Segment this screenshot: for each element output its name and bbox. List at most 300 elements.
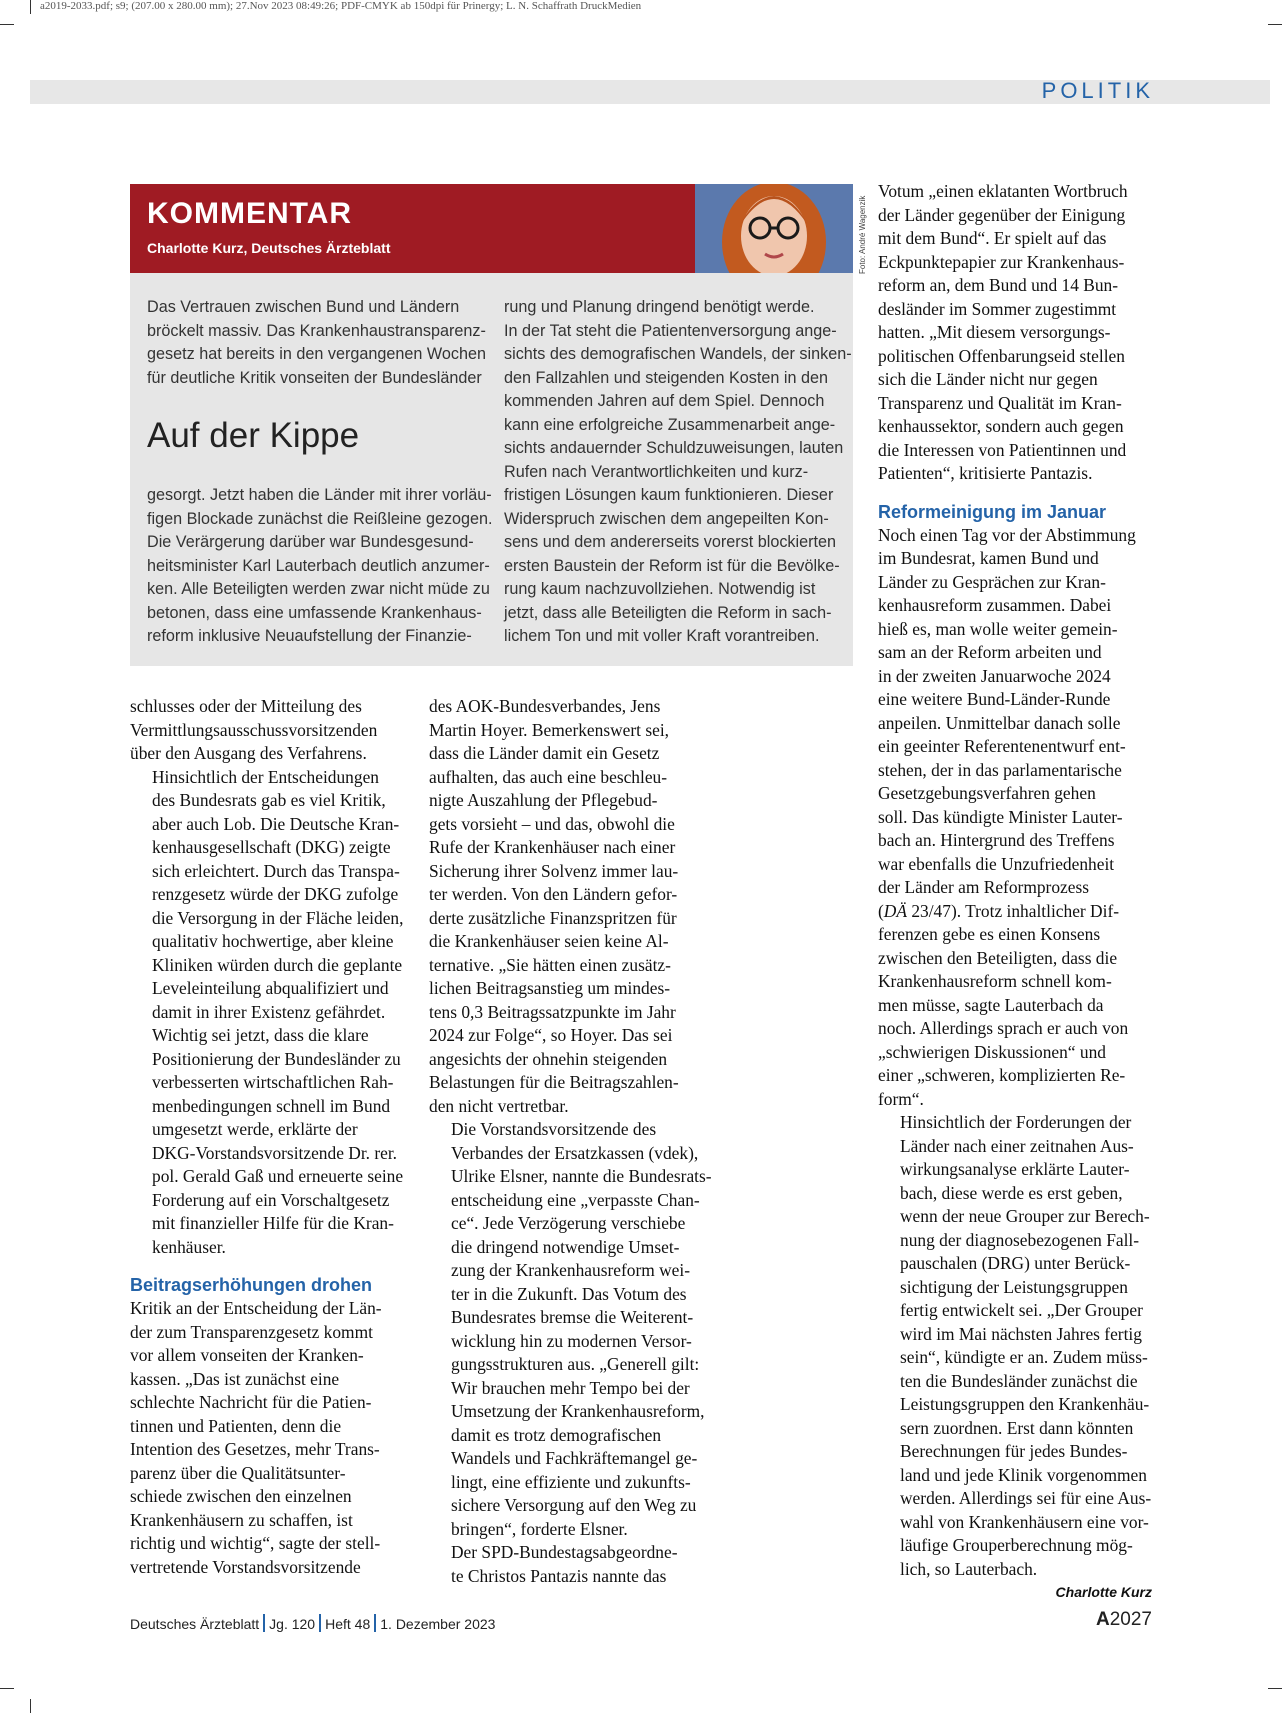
- text-line-content: nigte Auszahlung der Pflegebud-: [429, 790, 658, 810]
- text-line: [878, 1511, 1152, 1535]
- journal-name: Deutsches Ärzteblatt: [130, 1616, 260, 1632]
- text-line: [429, 742, 703, 766]
- text-line-content: richtig und wichtig“, sagte der stell-: [130, 1533, 381, 1553]
- text-line-content: kenhäuser.: [152, 1236, 226, 1257]
- text-line-content: menbedingungen schnell im Bund: [152, 1095, 391, 1116]
- text-line: [429, 1095, 703, 1119]
- comment-header: [130, 184, 695, 273]
- text-line: [878, 1346, 1152, 1370]
- text-line: [429, 1518, 703, 1542]
- text-line-content: Krankenhausreform schnell kom-: [878, 971, 1112, 991]
- text-line: [429, 1283, 703, 1307]
- text-line: [130, 719, 404, 743]
- text-line: [130, 1189, 404, 1213]
- comment-line: sichts andauernder Schuldzuweisungen, lauten: [504, 439, 844, 457]
- footer-separator: [263, 1614, 265, 1632]
- text-line-content: in der zweiten Januarwoche 2024: [878, 665, 1111, 686]
- text-line-content: Leistungsgruppen den Krankenhäu-: [900, 1394, 1150, 1414]
- author-signature: Charlotte Kurz: [1055, 1584, 1152, 1600]
- article-paragraph: [130, 695, 404, 766]
- text-line: [878, 1064, 1152, 1088]
- journal-date: 1. Dezember 2023: [380, 1616, 496, 1632]
- text-line: [429, 1024, 703, 1048]
- text-line-content: werden. Allerdings sei für eine Aus-: [900, 1488, 1152, 1508]
- text-line-content: Der SPD-Bundestagsabgeordne-: [451, 1542, 678, 1562]
- article-column-1: [130, 695, 404, 1579]
- comment-line: heitsminister Karl Lauterbach deutlich anzumer-: [147, 556, 490, 575]
- comment-line: ersten Baustein der Reform ist für die Bevölke-: [504, 556, 840, 575]
- text-line-content: eine weitere Bund-Länder-Runde: [878, 689, 1111, 709]
- text-line-content: Kritik an der Entscheidung der Län-: [130, 1298, 382, 1318]
- comment-line: sichts des demografischen Wandels, der sinken-: [504, 345, 852, 363]
- text-line-content: hatten. „Mit diesem versorgungs-: [878, 322, 1111, 342]
- text-line-content: über den Ausgang des Verfahrens.: [130, 743, 367, 763]
- text-line: [429, 1212, 703, 1236]
- text-line-content: bringen“, forderte Elsner.: [451, 1518, 628, 1539]
- text-line-content: gets vorsieht – und das, obwohl die: [429, 813, 675, 834]
- comment-line: ken. Alle Beteiligten werden zwar nicht müde zu: [147, 580, 490, 598]
- comment-line: gesorgt. Jetzt haben die Länder mit ihrer vorläu-: [147, 486, 492, 504]
- text-line-content: fertig entwickelt sei. „Der Grouper: [900, 1300, 1143, 1320]
- text-line: [429, 1001, 703, 1025]
- text-line: [878, 1464, 1152, 1488]
- text-line: [878, 1370, 1152, 1394]
- text-line: [878, 1158, 1152, 1182]
- comment-line: lichem Ton und mit voller Kraft vorantreiben.: [504, 627, 820, 645]
- comment-intro: [147, 296, 486, 390]
- comment-line: betonen, dass eine umfassende Krankenhaus-: [147, 603, 482, 622]
- text-line-content: Leveleinteilung abqualifiziert und: [152, 978, 389, 998]
- text-line-content: die Versorgung in der Fläche leiden,: [152, 907, 404, 928]
- text-line-content: verbesserten wirtschaftlichen Rah-: [152, 1072, 394, 1092]
- page-footer: [130, 1614, 495, 1632]
- text-line-content: die Krankenhäuser seien keine Al-: [429, 931, 669, 951]
- text-line: [878, 1534, 1152, 1558]
- text-line-content: sam an der Reform arbeiten und: [878, 642, 1102, 662]
- text-line: [429, 1189, 703, 1213]
- text-line: [878, 1111, 1152, 1135]
- text-line-content: lingt, eine effiziente und zukunfts-: [451, 1471, 691, 1492]
- text-line-content: Intention des Gesetzes, mehr Trans-: [130, 1439, 380, 1459]
- text-line: [429, 930, 703, 954]
- text-line-content: mit finanzieller Hilfe für die Kran-: [152, 1213, 394, 1233]
- text-line-content: läufige Grouperberechnung mög-: [900, 1535, 1133, 1555]
- text-line: [878, 204, 1152, 228]
- text-line-content: bach an. Hintergrund des Treffens: [878, 830, 1115, 850]
- text-line: [130, 789, 404, 813]
- comment-body-left: [147, 484, 493, 649]
- text-line: [878, 1041, 1152, 1065]
- text-line-content: sern zuordnen. Erst dann könnten: [900, 1417, 1134, 1438]
- text-line-content: kenhausreform zusammen. Dabei: [878, 595, 1112, 615]
- text-line: [878, 1229, 1152, 1253]
- text-line-content: Belastungen für die Beitragszahlen-: [429, 1072, 679, 1092]
- article-paragraph: [429, 1118, 712, 1541]
- text-line-content: Länder zu Gesprächen zur Kran-: [878, 571, 1106, 592]
- text-line: [878, 274, 1152, 298]
- text-line: [429, 1259, 703, 1283]
- text-line-content: sein“, kündigte er an. Zudem müss-: [900, 1347, 1148, 1367]
- comment-line: Das Vertrauen zwischen Bund und Ländern: [147, 298, 460, 316]
- article-column-3: [878, 180, 1152, 1605]
- text-line: [878, 806, 1152, 830]
- text-line: [878, 227, 1152, 251]
- article-paragraph: [429, 695, 703, 1118]
- text-line: [429, 907, 703, 931]
- text-line: [429, 1400, 703, 1424]
- crop-mark: [30, 0, 31, 14]
- text-line-content: aber auch Lob. Die Deutsche Kran-: [152, 813, 400, 834]
- text-line-content: Votum „einen eklatanten Wortbruch: [878, 181, 1128, 201]
- text-line-content: pol. Gerald Gaß und erneuerte seine: [152, 1166, 404, 1186]
- text-line: [130, 1321, 404, 1345]
- text-line-content: Verbandes der Ersatzkassen (vdek),: [451, 1142, 699, 1163]
- text-line-content: schlusses oder der Mitteilung des: [130, 696, 362, 716]
- text-line: [878, 641, 1152, 665]
- subheading: Beitragserhöhungen drohen: [130, 1275, 373, 1295]
- comment-line: kann eine erfolgreiche Zusammenarbeit ange-: [504, 415, 836, 434]
- text-line-content: wirkungsanalyse erklärte Lauter-: [900, 1159, 1130, 1179]
- subheading: Reformeinigung im Januar: [878, 501, 1107, 522]
- text-line-content: Rufe der Krankenhäuser nach einer: [429, 837, 676, 857]
- text-line-content: wicklung hin zu modernen Versor-: [451, 1330, 692, 1351]
- crop-mark: [1268, 24, 1282, 25]
- text-line-content: Krankenhäusern zu schaffen, ist: [130, 1509, 353, 1530]
- print-info-line: a2019-2033.pdf; s9; (207.00 x 280.00 mm); 27.Nov 2023 08:49:26; PDF-CMYK ab 150dpi für Prinergy; L. N. Schaffrath DruckMedien: [40, 0, 642, 12]
- text-line-content: renzgesetz würde der DKG zufolge: [152, 884, 399, 904]
- text-line-content: 2024 zur Folge“, so Hoyer. Das sei: [429, 1025, 673, 1045]
- text-line: [130, 766, 404, 790]
- text-line-content: Hinsichtlich der Forderungen der: [900, 1112, 1132, 1132]
- text-line-content: aufhalten, das auch eine beschleu-: [429, 766, 668, 787]
- text-line-content: sich erleichtert. Durch das Transpa-: [152, 860, 400, 881]
- page-number-value: 2027: [1109, 1609, 1152, 1630]
- comment-line: kommenden Jahren auf dem Spiel. Dennoch: [504, 392, 825, 410]
- crop-mark: [0, 1688, 14, 1689]
- text-line-content: parenz über die Qualitätsunter-: [130, 1462, 346, 1483]
- text-line: [878, 594, 1152, 618]
- text-line: [878, 665, 1152, 689]
- comment-line: figen Blockade zunächst die Reißleine gezogen.: [147, 509, 493, 528]
- text-line: [429, 1118, 703, 1142]
- comment-headline: Auf der Kippe: [147, 416, 360, 455]
- text-line: [878, 853, 1152, 877]
- text-line-content: Wandels und Fachkräftemangel ge-: [451, 1448, 698, 1468]
- text-line: [130, 1532, 404, 1556]
- journal-volume: Jg. 120: [269, 1616, 316, 1632]
- section-label: POLITIK: [1041, 78, 1154, 103]
- text-line: [130, 1485, 404, 1509]
- text-line: [130, 977, 404, 1001]
- text-line: [130, 1344, 404, 1368]
- text-line: [878, 735, 1152, 759]
- comment-body-right: [504, 296, 852, 649]
- comment-line: fristigen Lösungen kaum funktionieren. Dieser: [504, 486, 834, 504]
- text-line-content: einer „schweren, komplizierten Re-: [878, 1065, 1126, 1085]
- text-line-content: dass die Länder damit ein Gesetz: [429, 743, 660, 763]
- article-paragraph: [878, 1111, 1152, 1600]
- text-line-content: mit dem Bund“. Er spielt auf das: [878, 228, 1107, 248]
- comment-line: für deutliche Kritik vonseiten der Bundesländer: [147, 368, 482, 387]
- text-line: [878, 1323, 1152, 1347]
- text-line: [878, 1017, 1152, 1041]
- text-line-content: (DÄ 23/47). Trotz inhaltlicher Dif-: [878, 900, 1120, 921]
- text-line-content: Forderung auf ein Vorschaltgesetz: [152, 1189, 390, 1210]
- comment-line: Rufen nach Verantwortlichkeiten und kurz-: [504, 462, 809, 481]
- text-line: [878, 1487, 1152, 1511]
- text-line: [429, 1424, 703, 1448]
- text-line-content: ein geeinter Referentenentwurf ent-: [878, 736, 1126, 756]
- text-line: [878, 524, 1152, 548]
- text-line-content: qualitativ hochwertige, aber kleine: [152, 931, 394, 951]
- text-line-content: Ulrike Elsner, nannte die Bundesrats-: [451, 1166, 712, 1186]
- comment-line: den Fallzahlen und steigenden Kosten in den: [504, 368, 828, 387]
- text-line: [130, 1048, 404, 1072]
- text-line: [878, 947, 1152, 971]
- photo-credit: Foto: André Wagenzik: [858, 195, 867, 274]
- text-line: [429, 1377, 703, 1401]
- text-line: [130, 1118, 404, 1142]
- text-line-content: sichtigung der Leistungsgruppen: [900, 1276, 1128, 1297]
- text-line-content: Kliniken würden durch die geplante: [152, 954, 403, 975]
- text-line-content: tinnen und Patienten, denn die: [130, 1415, 342, 1436]
- text-line-content: ter werden. Von den Ländern gefor-: [429, 884, 678, 904]
- text-line-content: ten die Bundesländer zunächst die: [900, 1370, 1138, 1391]
- crop-mark: [30, 1699, 31, 1713]
- text-line-content: noch. Allerdings sprach er auch von: [878, 1018, 1129, 1038]
- text-line-content: ternative. „Sie hätten einen zusätz-: [429, 954, 671, 975]
- text-line: [878, 712, 1152, 736]
- crop-mark: [1268, 1688, 1282, 1689]
- comment-line: Widerspruch zwischen dem angepeilten Kon-: [504, 509, 829, 528]
- text-line: [878, 994, 1152, 1018]
- text-line-content: Wichtig sei jetzt, dass die klare: [152, 1025, 369, 1045]
- text-line-content: desländer im Sommer zugestimmt: [878, 298, 1117, 319]
- text-line-content: nung der diagnosebezogenen Fall-: [900, 1229, 1140, 1250]
- article-paragraph: [429, 1541, 703, 1588]
- text-line-content: Länder nach einer zeitnahen Aus-: [900, 1135, 1134, 1156]
- text-line-content: kenhausgesellschaft (DKG) zeigte: [152, 837, 391, 857]
- article-column-2: [429, 695, 712, 1588]
- text-line-content: Gesetzgebungsverfahren gehen: [878, 783, 1096, 803]
- text-line: [878, 571, 1152, 595]
- text-line: [878, 1182, 1152, 1206]
- text-line: [130, 1391, 404, 1415]
- article-paragraph: [878, 180, 1152, 486]
- footer-separator: [319, 1614, 321, 1632]
- text-line: [130, 1462, 404, 1486]
- text-line-content: Wir brauchen mehr Tempo bei der: [451, 1377, 690, 1398]
- text-line-content: politischen Offenbarungseid stellen: [878, 345, 1125, 366]
- text-line-content: Positionierung der Bundesländer zu: [152, 1048, 401, 1069]
- text-line: [130, 907, 404, 931]
- text-line: [429, 1306, 703, 1330]
- text-line: [429, 1048, 703, 1072]
- page-number: [1096, 1609, 1152, 1631]
- text-line-content: wenn der neue Grouper zur Berech-: [900, 1206, 1150, 1226]
- text-line-content: der Länder am Reformprozess: [878, 877, 1090, 897]
- text-line: [878, 1205, 1152, 1229]
- text-line: [130, 1001, 404, 1025]
- crop-mark: [0, 24, 14, 25]
- author-photo: [695, 184, 853, 273]
- text-line: [429, 1165, 712, 1189]
- text-line-content: zwischen den Beteiligten, dass die: [878, 947, 1118, 968]
- text-line-content: pauschalen (DRG) unter Berück-: [900, 1253, 1131, 1273]
- text-line-content: Berechnungen für jedes Bundes-: [900, 1441, 1128, 1461]
- comment-line: Die Verärgerung darüber war Bundesgesund-: [147, 533, 474, 551]
- footer-separator: [374, 1614, 376, 1632]
- text-line-content: ce“. Jede Verzögerung verschiebe: [451, 1213, 686, 1233]
- text-line-content: „schwierigen Diskussionen“ und: [878, 1041, 1106, 1062]
- text-line-content: des AOK-Bundesverbandes, Jens: [429, 696, 661, 716]
- text-line-content: schiede zwischen den einzelnen: [130, 1486, 352, 1506]
- text-line-content: wahl von Krankenhäusern eine vor-: [900, 1511, 1149, 1532]
- text-line-content: vertretende Vorstandsvorsitzende: [130, 1556, 361, 1577]
- text-line: [429, 836, 703, 860]
- text-line: [878, 1299, 1152, 1323]
- journal-issue: Heft 48: [325, 1616, 371, 1632]
- text-line: [429, 860, 703, 884]
- text-line: [130, 1071, 404, 1095]
- text-line-content: Sicherung ihrer Solvenz immer lau-: [429, 860, 679, 881]
- text-line: [130, 860, 404, 884]
- text-line: [429, 977, 703, 1001]
- text-line: [878, 180, 1152, 204]
- text-line: [429, 1471, 703, 1495]
- text-line: [878, 759, 1152, 783]
- text-line: [429, 1565, 703, 1589]
- text-line: [878, 876, 1152, 900]
- text-line: [130, 742, 404, 766]
- text-line-content: sich die Länder nicht nur gegen: [878, 369, 1098, 389]
- text-line: [878, 1440, 1152, 1464]
- text-line-content: hieß es, man wolle weiter gemein-: [878, 618, 1118, 639]
- text-line: [429, 695, 703, 719]
- text-line-content: Hinsichtlich der Entscheidungen: [152, 766, 379, 787]
- text-line-content: reform an, dem Bund und 14 Bun-: [878, 275, 1119, 295]
- text-line-content: tens 0,3 Beitragssatzpunkte im Jahr: [429, 1001, 676, 1022]
- text-line: [130, 1556, 404, 1580]
- text-line-content: des Bundesrats gab es viel Kritik,: [152, 790, 386, 810]
- text-line-content: zung der Krankenhausreform wei-: [451, 1260, 691, 1280]
- text-line: [429, 883, 703, 907]
- text-line: [878, 298, 1152, 322]
- text-line: [130, 1415, 404, 1439]
- text-line: [130, 1095, 404, 1119]
- text-line-content: Martin Hoyer. Bemerkenswert sei,: [429, 719, 670, 740]
- text-line: [878, 462, 1152, 486]
- comment-line: In der Tat steht die Patientenversorgung ange-: [504, 321, 837, 340]
- text-line: [130, 1212, 404, 1236]
- text-line: [429, 1541, 703, 1565]
- text-line-content: men müsse, sagte Lauterbach da: [878, 994, 1104, 1015]
- text-line: [878, 392, 1152, 416]
- text-line: [878, 1088, 1152, 1112]
- text-line-content: war ebenfalls die Unzufriedenheit: [878, 853, 1115, 874]
- text-line-content: stehen, der in das parlamentarische: [878, 759, 1122, 780]
- text-line-content: wird im Mai nächsten Jahres fertig: [900, 1323, 1142, 1344]
- text-line-content: den nicht vertretbar.: [429, 1095, 569, 1116]
- comment-line: jetzt, dass alle Beteiligten die Reform in sach-: [504, 603, 832, 622]
- text-line-content: damit in ihrer Existenz gefährdet.: [152, 1001, 386, 1022]
- text-line: [429, 719, 703, 743]
- text-line-content: vor allem vonseiten der Kranken-: [130, 1345, 364, 1365]
- text-line: [429, 789, 703, 813]
- text-line-content: Die Vorstandsvorsitzende des: [451, 1119, 657, 1139]
- text-line: [878, 900, 1152, 924]
- text-line-content: ter in die Zukunft. Das Votum des: [451, 1283, 687, 1304]
- text-line-content: Bundesrates bremse die Weiterent-: [451, 1307, 694, 1327]
- text-line: [130, 1438, 404, 1462]
- text-line-content: Patienten“, kritisierte Pantazis.: [878, 463, 1093, 483]
- text-line: [130, 1165, 404, 1189]
- text-line-content: Umsetzung der Krankenhausreform,: [451, 1401, 705, 1421]
- text-line: [878, 688, 1152, 712]
- text-line: [878, 415, 1152, 439]
- author-portrait-image: [695, 184, 853, 273]
- text-line: [878, 923, 1152, 947]
- text-line: [878, 782, 1152, 806]
- text-line: [878, 439, 1152, 463]
- text-line: [130, 1509, 404, 1533]
- text-line: [429, 766, 703, 790]
- text-line-content: kassen. „Das ist zunächst eine: [130, 1368, 340, 1389]
- article-paragraph: [130, 766, 404, 1260]
- text-line: [130, 1297, 404, 1321]
- text-line: [878, 829, 1152, 853]
- text-line: [878, 970, 1152, 994]
- text-line-content: damit es trotz demografischen: [451, 1424, 662, 1445]
- text-line-content: angesichts der ohnehin steigenden: [429, 1048, 668, 1069]
- text-line: [429, 1353, 703, 1377]
- text-line-content: im Bundesrat, kamen Bund und: [878, 548, 1099, 568]
- text-line: [878, 368, 1152, 392]
- comment-line: rung kaum nachzuvollziehen. Notwendig ist: [504, 580, 816, 598]
- text-line-content: anpeilen. Unmittelbar danach solle: [878, 712, 1121, 733]
- text-line: [130, 930, 404, 954]
- text-line-content: entscheidung eine „verpasste Chan-: [451, 1189, 700, 1210]
- text-line-content: kenhaussektor, sondern auch gegen: [878, 416, 1124, 436]
- text-line-content: umgesetzt werde, erklärte der: [152, 1119, 358, 1139]
- page-prefix: A: [1095, 1609, 1110, 1630]
- text-line-content: sichere Versorgung auf den Weg zu: [451, 1495, 697, 1515]
- text-line: [130, 1024, 404, 1048]
- article-paragraph: [130, 1297, 404, 1579]
- text-line-content: DKG-Vorstandsvorsitzende Dr. rer.: [152, 1142, 398, 1163]
- text-line: [429, 1494, 703, 1518]
- text-line-content: lichen Beitragsanstieg um mindes-: [429, 978, 670, 998]
- text-line: [130, 813, 404, 837]
- comment-line: rung und Planung dringend benötigt werde.: [504, 298, 815, 316]
- text-line: [130, 1236, 404, 1260]
- text-line: [429, 813, 703, 837]
- text-line: [429, 1142, 703, 1166]
- comment-line: bröckelt massiv. Das Krankenhaustransparenz-: [147, 321, 486, 340]
- text-line: [429, 1236, 703, 1260]
- text-line-content: derte zusätzliche Finanzspritzen für: [429, 907, 677, 928]
- text-line: [878, 1135, 1152, 1159]
- text-line-content: die Interessen von Patientinnen und: [878, 439, 1127, 460]
- text-line: [878, 1558, 1152, 1600]
- text-line-content: Noch einen Tag vor der Abstimmung: [878, 524, 1136, 545]
- text-line: [878, 251, 1152, 275]
- text-line: [429, 1071, 703, 1095]
- text-line-content: bach, diese werde es erst geben,: [900, 1182, 1123, 1203]
- text-line: [878, 618, 1152, 642]
- text-line: [130, 883, 404, 907]
- comment-line: gesetz hat bereits in den vergangenen Wochen: [147, 345, 486, 363]
